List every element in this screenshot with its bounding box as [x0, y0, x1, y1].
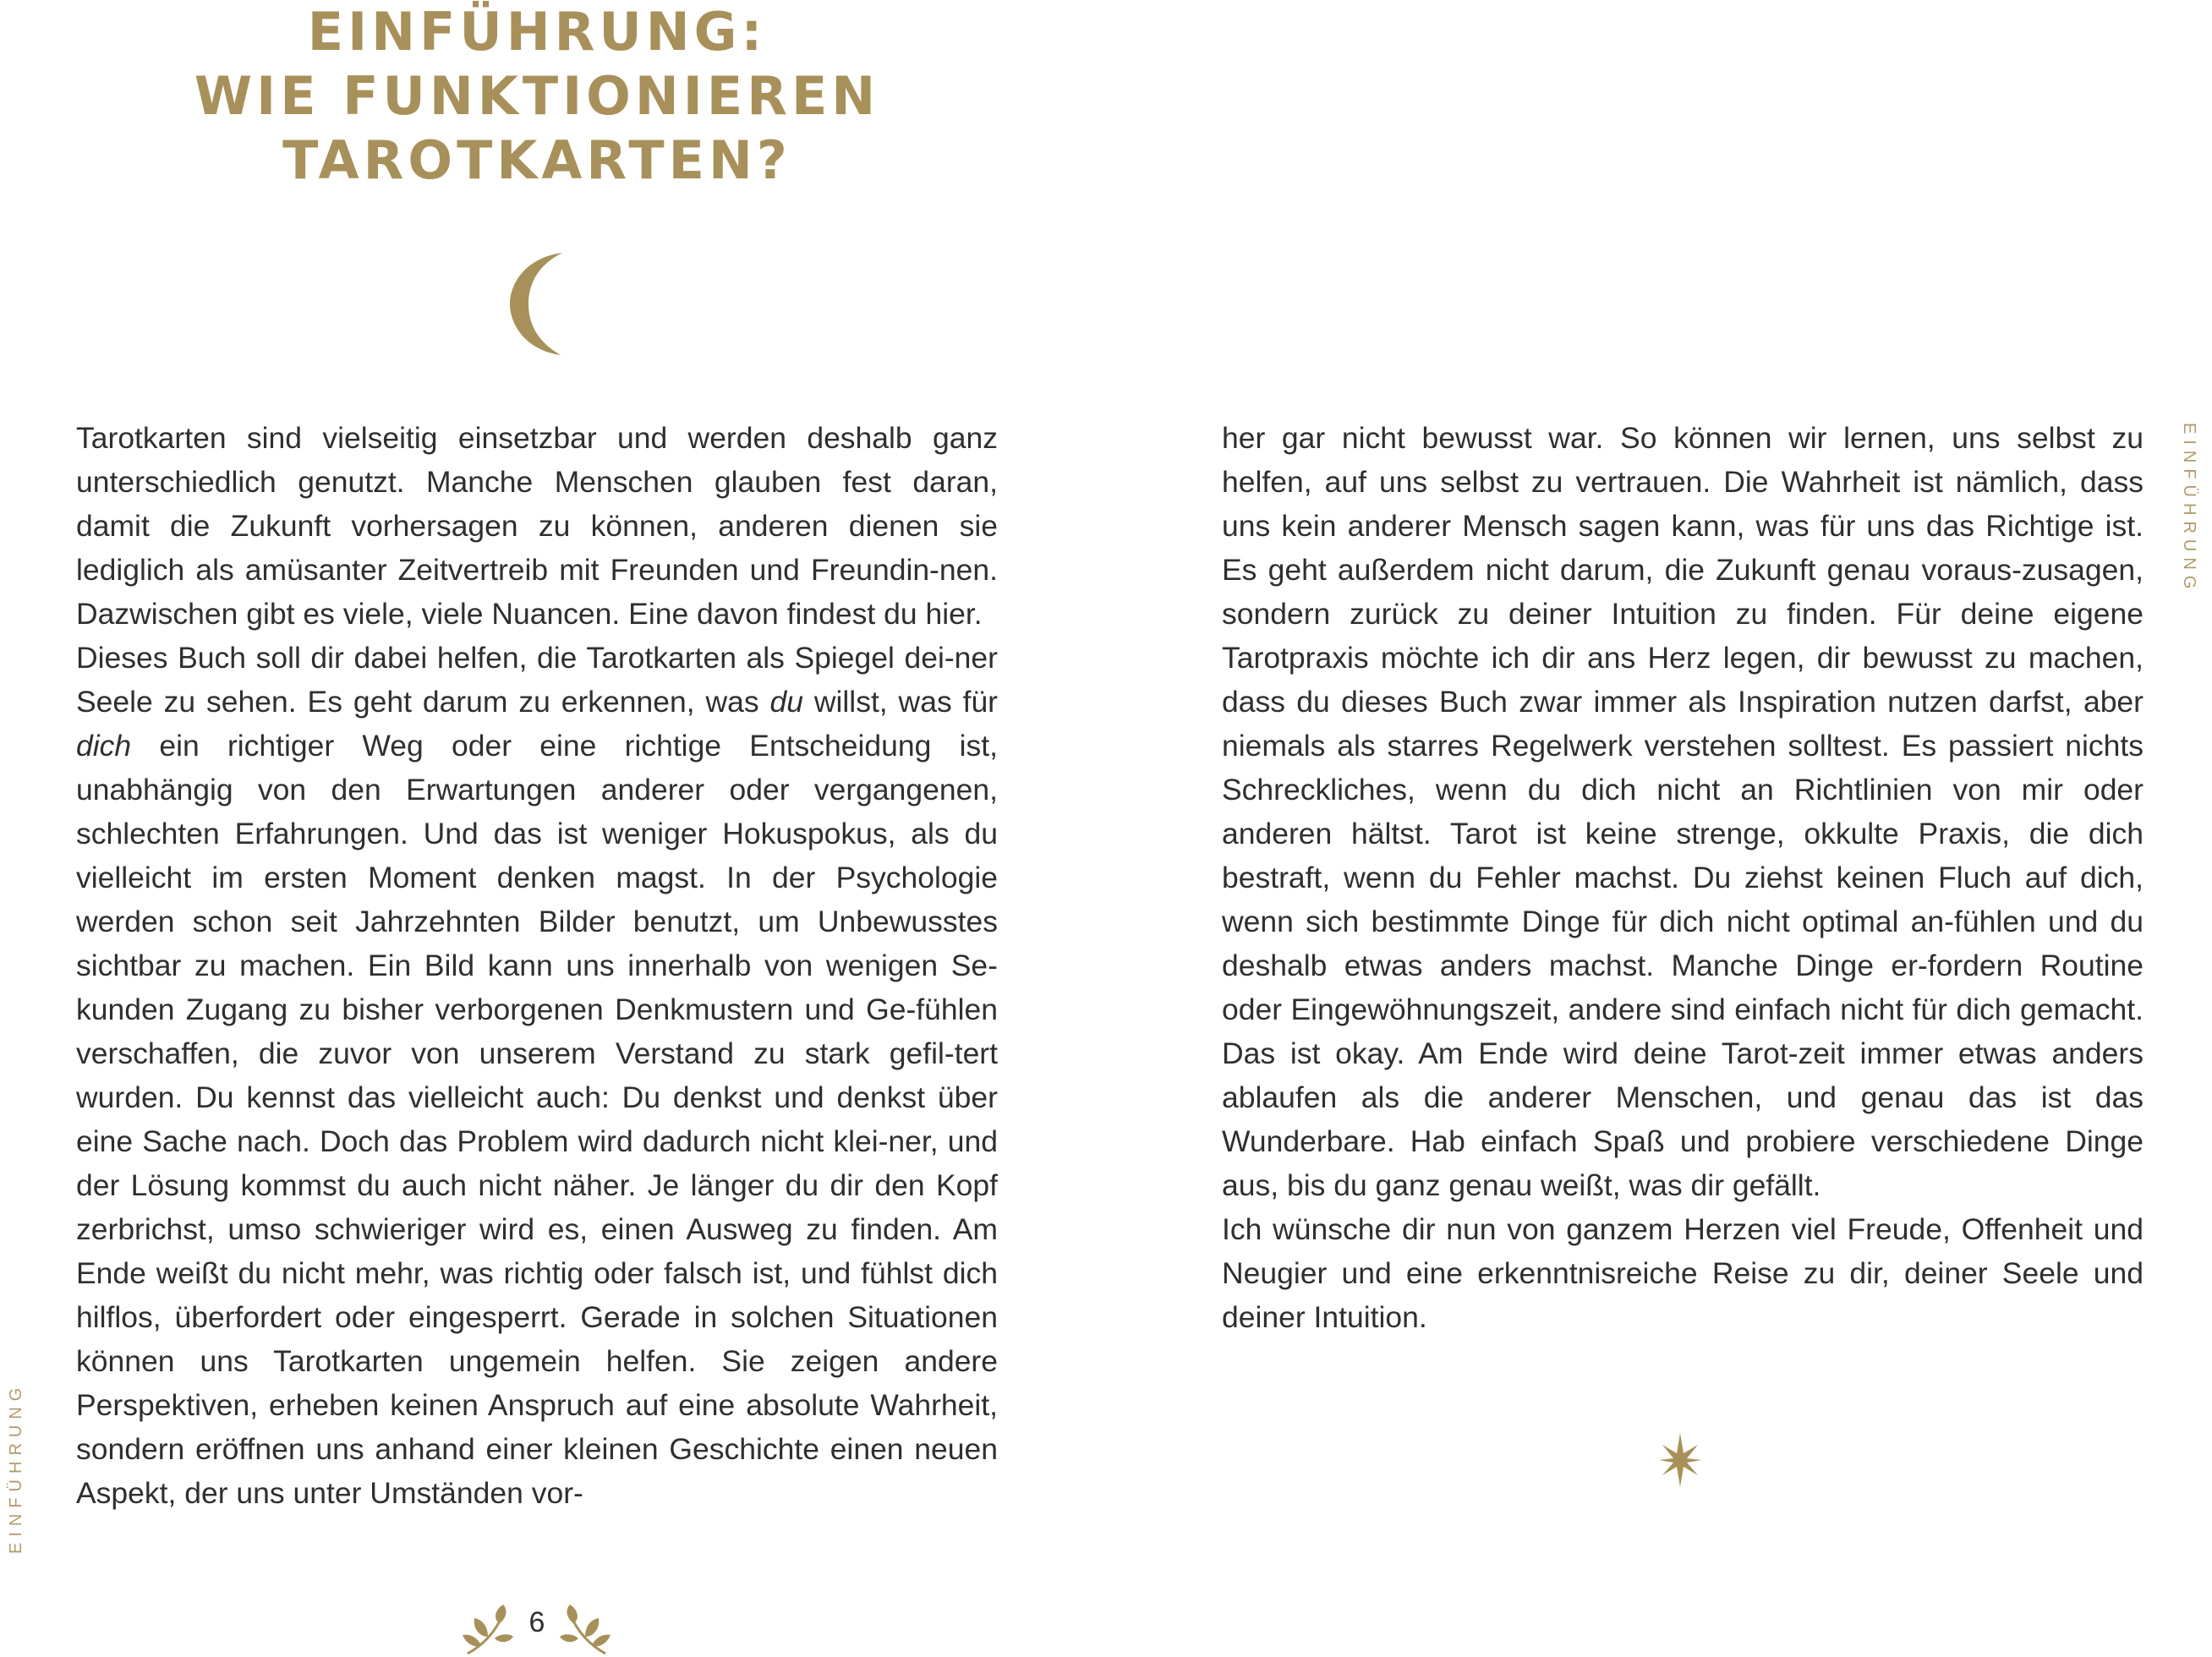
laurel-sprig-icon — [558, 1601, 612, 1655]
emphasis-du: du — [769, 685, 804, 719]
left-paragraph-2-part-c: ein richtiger Weg oder eine richtige Entscheidung ist, unabhängig von den Erwartungen anderer oder vergangenen, schlechten Erfahrungen. Und das ist weniger Hokuspokus, als du vielleicht im ersten Moment denken magst. In der Psychologie werden schon seit Jahrzehnten Bilder benutzt, um Unbewusstes sichtbar zu machen. Ein Bild kann uns innerhalb von wenigen Se-kunden Zugang zu bisher verborgenen Denkmustern und Ge-fühlen verschaffen, die zuvor von unserem Verstand zu stark gefil-tert wurden. Du kennst das vielleicht auch: Du denkst und denkst über eine Sache nach. Doch das Problem wird dadurch nicht klei-ner, und der Lösung kommst du auch nicht näher. Je länger du dir den Kopf zerbrichst, umso schwieriger wird es, einen Ausweg zu finden. Am Ende weißt du nicht mehr, was richtig oder falsch ist, und fühlst dich hilflos, überfordert oder eingesperrt. Gerade in solchen Situationen können uns Tarotkarten ungemein helfen. Sie zeigen andere Perspektiven, erheben keinen Anspruch auf eine absolute Wahrheit, sondern eröffnen uns anhand einer kleinen Geschichte einen neuen Aspekt, der uns unter Umständen vor- — [76, 729, 998, 1510]
crescent-moon-icon — [503, 251, 579, 357]
right-paragraph-2: Ich wünsche dir nun von ganzem Herzen viel Freude, Offenheit und Neugier und eine erkenntnisreiche Reise zu dir, deiner Seele und deiner Intuition. — [1222, 1212, 2144, 1334]
left-paragraph-2 — [76, 636, 998, 1515]
chapter-title-line-1: EINFÜHRUNG: — [307, 1, 767, 63]
chapter-title — [76, 0, 998, 193]
left-paragraph-2-part-a: Dieses Buch soll dir dabei helfen, die Tarotkarten als Spiegel dei-ner Seele zu sehen. Es geht darum zu erkennen, was — [76, 641, 998, 719]
left-paragraph-2-part-b: willst, was für — [803, 685, 999, 719]
running-head-right: EINFÜHRUNG — [2180, 423, 2198, 595]
page-number: 6 — [528, 1606, 545, 1638]
laurel-sprig-icon — [461, 1601, 515, 1655]
chapter-title-line-2: WIE FUNKTIONIEREN — [194, 65, 880, 127]
left-text-column — [76, 416, 998, 1515]
page-footer — [461, 1596, 613, 1655]
chapter-title-line-3: TAROTKARTEN? — [282, 129, 791, 191]
left-paragraph-1: Tarotkarten sind vielseitig einsetzbar und werden deshalb ganz unterschiedlich genutzt. Manche Menschen glauben fest daran, damit die Zukunft vorhersagen zu können, anderen dienen sie lediglich als amüsanter Zeitvertreib mit Freunden und Freundin-nen. Dazwischen gibt es viele, viele Nuancen. Eine davon findest du hier. — [76, 421, 998, 631]
running-head-left: EINFÜHRUNG — [7, 1381, 25, 1554]
right-text-column — [1222, 416, 2144, 1339]
emphasis-dich: dich — [76, 729, 132, 763]
right-paragraph-1: her gar nicht bewusst war. So können wir lernen, uns selbst zu helfen, auf uns selbst zu vertrauen. Die Wahrheit ist nämlich, dass uns kein anderer Mensch sagen kann, was für uns das Richtige ist. Es geht außerdem nicht darum, die Zukunft genau voraus-zusagen, sondern zurück zu deiner Intuition zu finden. Für deine eigene Tarotpraxis möchte ich dir ans Herz legen, dir bewusst zu machen, dass du dieses Buch zwar immer als Inspiration nutzen darfst, aber niemals als starres Regelwerk verstehen solltest. Es passiert nichts Schreckliches, wenn du dich nicht an Richtlinien von mir oder anderen hältst. Tarot ist keine strenge, okkulte Praxis, die dich bestraft, wenn du Fehler machst. Du ziehst keinen Fluch auf dich, wenn sich bestimmte Dinge für dich nicht optimal an-fühlen und du deshalb etwas anders machst. Manche Dinge er-fordern Routine oder Eingewöhnungszeit, andere sind einfach nicht für dich gemacht. Das ist okay. Am Ende wird deine Tarot-zeit immer etwas anders ablaufen als die anderer Menschen, und genau das ist das Wunderbare. Hab einfach Spaß und probiere verschiedene Dinge aus, bis du ganz genau weißt, was dir gefällt. — [1222, 421, 2144, 1202]
eight-point-star-icon — [1659, 1433, 1701, 1487]
